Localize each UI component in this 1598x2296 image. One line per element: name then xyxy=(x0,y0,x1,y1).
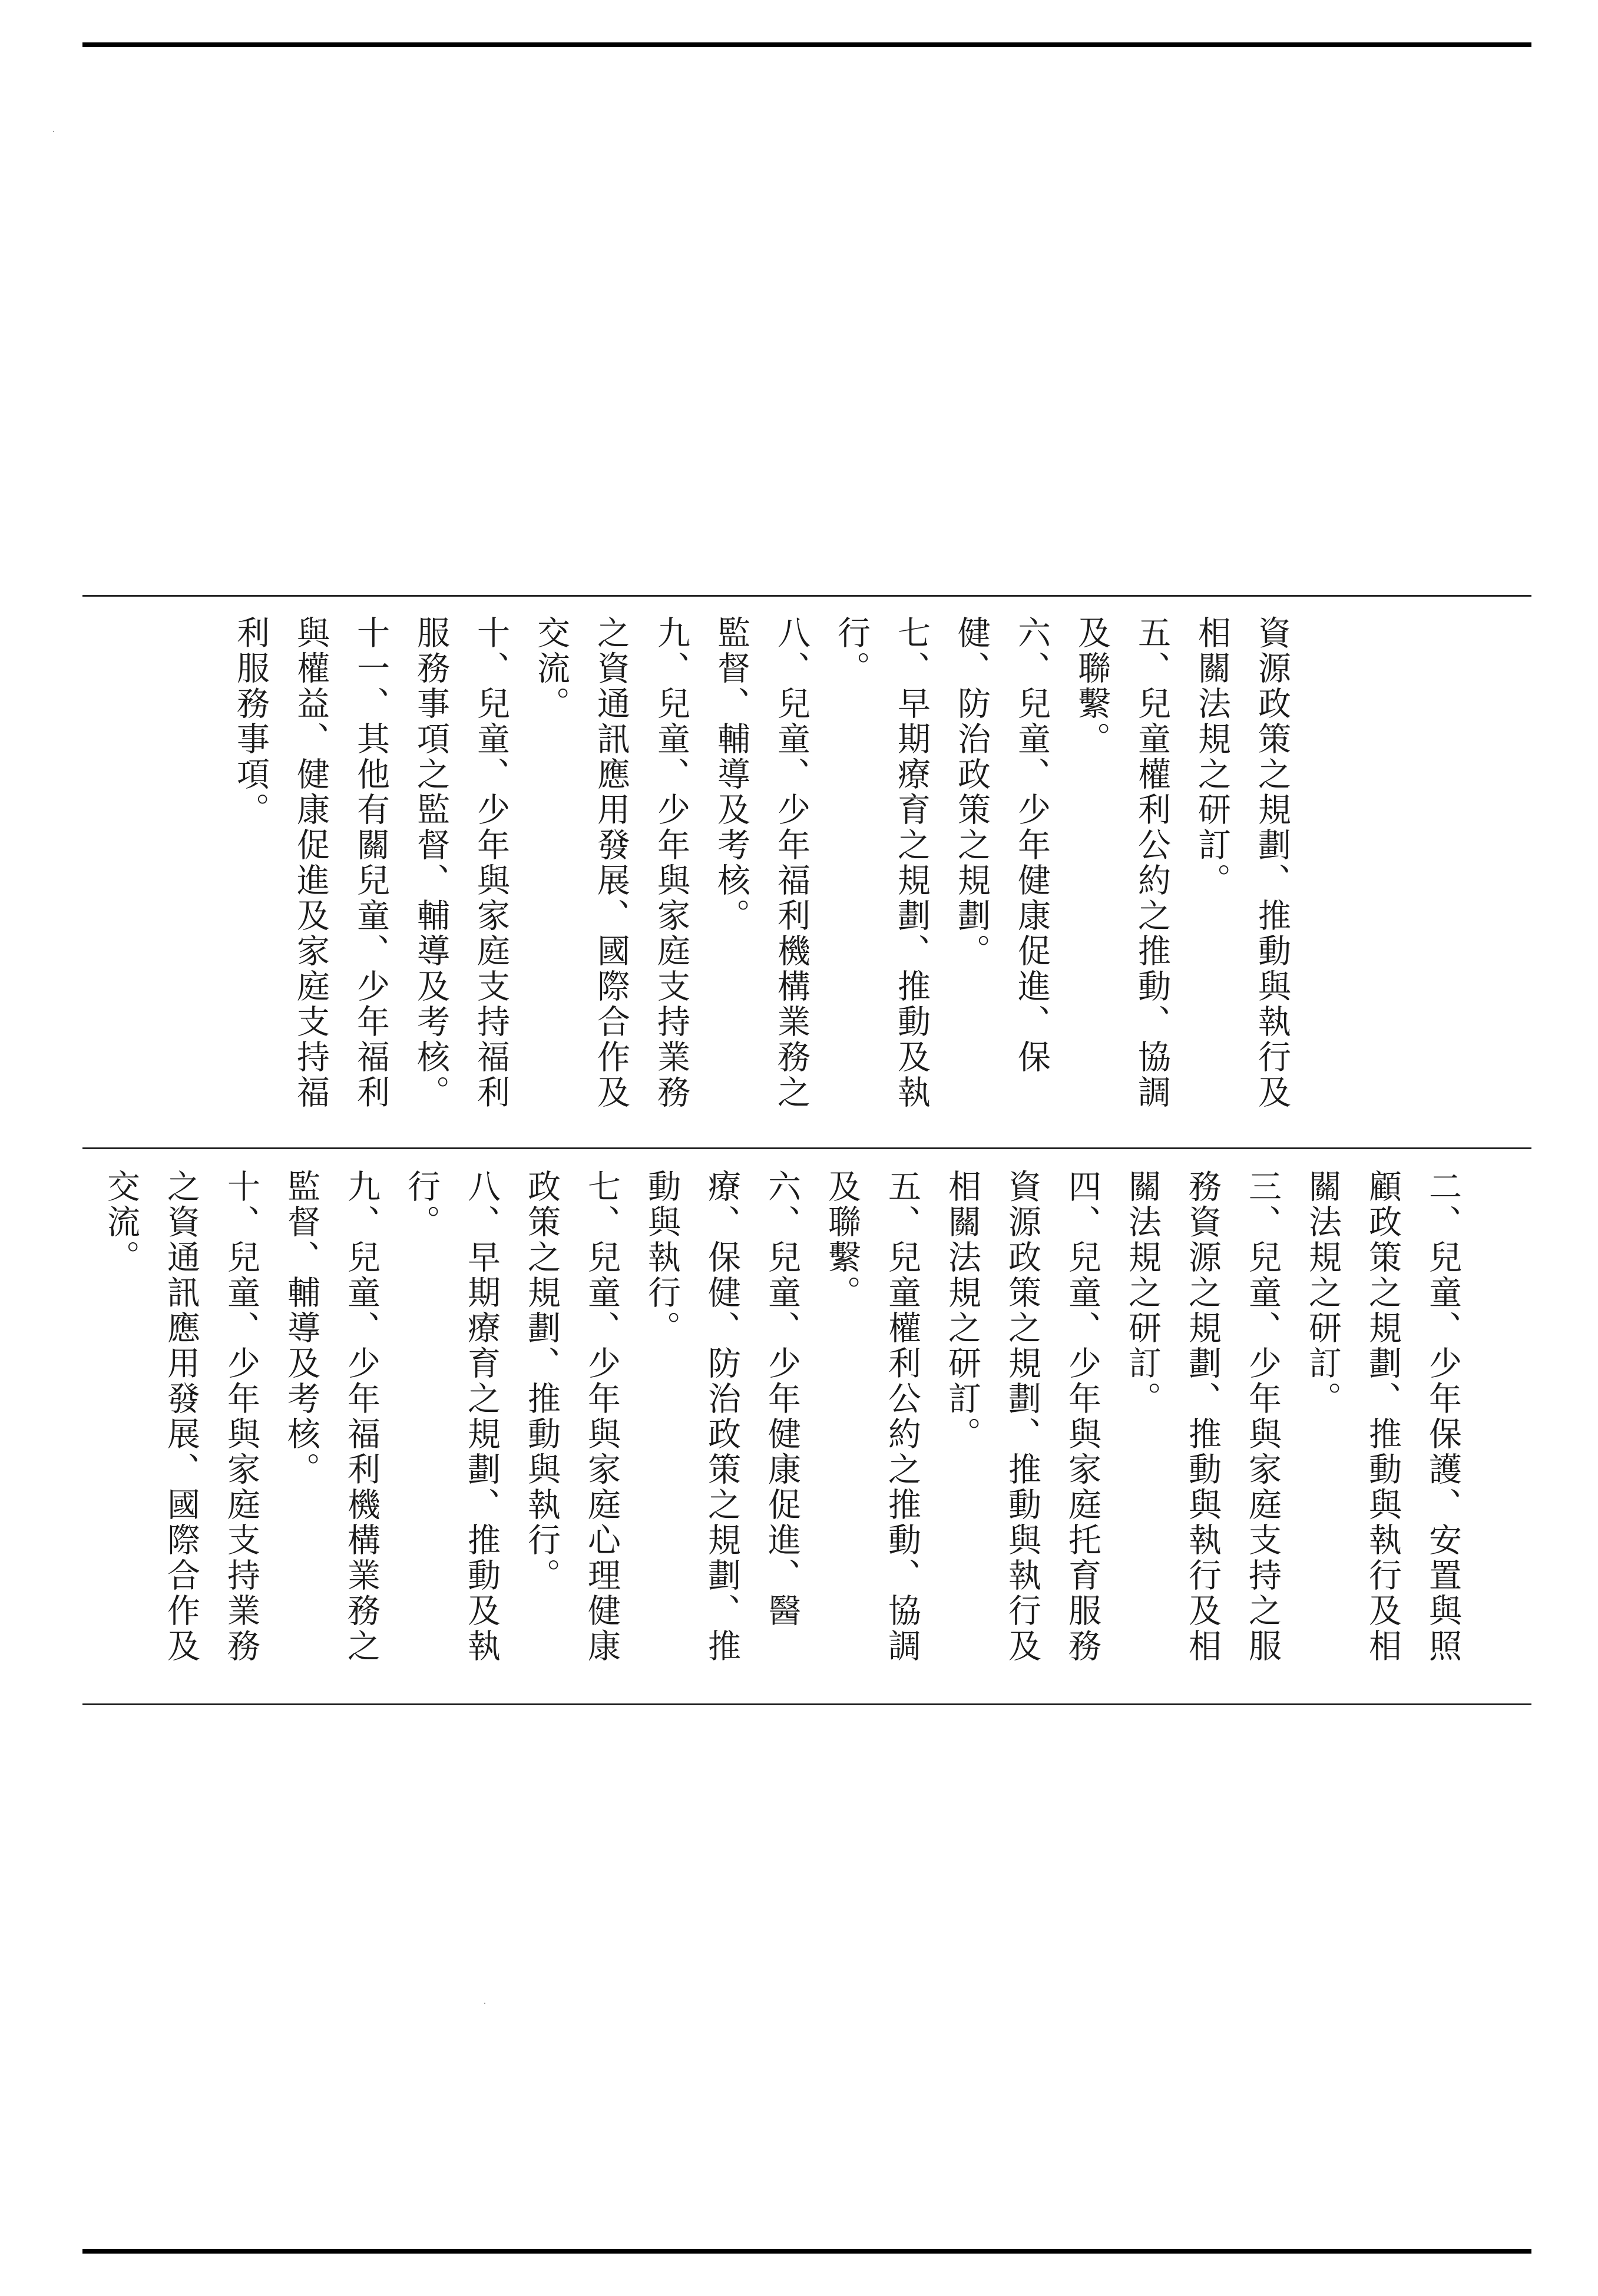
list-item: 四、兒童、少年與家庭托育服務資源政策之規劃、推動與執行及相關法規之研訂。 xyxy=(943,1169,1101,1664)
scan-speck xyxy=(53,131,54,132)
list-item: 十一、其他有關兒童、少年福利與權益、健康促進及家庭支持福利服務事項。 xyxy=(231,616,390,1110)
list-item: 資源政策之規劃、推動與執行及相關法規之研訂。 xyxy=(1193,616,1291,1110)
list-item: 二、兒童、少年保護、安置與照顧政策之規劃、推動與執行及相關法規之研訂。 xyxy=(1303,1169,1462,1664)
list-item: 六、兒童、少年健康促進、醫療、保健、防治政策之規劃、推動與執行。 xyxy=(643,1169,801,1664)
section-divider-lower xyxy=(82,1703,1531,1705)
list-item: 八、早期療育之規劃、推動及執行。 xyxy=(402,1169,501,1664)
list-item: 六、兒童、少年健康促進、保健、防治政策之規劃。 xyxy=(952,616,1051,1075)
list-item: 十、兒童、少年與家庭支持業務之資通訊應用發展、國際合作及交流。 xyxy=(102,1169,260,1664)
section-divider-middle xyxy=(82,1147,1531,1149)
list-item: 五、兒童權利公約之推動、協調及聯繫。 xyxy=(1073,616,1171,1110)
list-item: 九、兒童、少年與家庭支持業務之資通訊應用發展、國際合作及交流。 xyxy=(532,616,690,1110)
top-rule xyxy=(82,42,1531,47)
section-divider-upper xyxy=(82,595,1531,597)
list-item: 七、兒童、少年與家庭心理健康政策之規劃、推動與執行。 xyxy=(522,1169,621,1664)
list-item: 十、兒童、少年與家庭支持福利服務事項之監督、輔導及考核。 xyxy=(412,616,510,1110)
list-item: 五、兒童權利公約之推動、協調及聯繫。 xyxy=(823,1169,921,1664)
list-item: 三、兒童、少年與家庭支持之服務資源之規劃、推動與執行及相關法規之研訂。 xyxy=(1123,1169,1282,1664)
left-column-text xyxy=(94,1169,1473,1688)
list-item: 八、兒童、少年福利機構業務之監督、輔導及考核。 xyxy=(712,616,810,1110)
scan-speck xyxy=(484,2003,485,2004)
list-item: 七、早期療育之規劃、推動及執行。 xyxy=(832,616,931,1110)
bottom-rule xyxy=(82,2249,1531,2254)
list-item: 九、兒童、少年福利機構業務之監督、輔導及考核。 xyxy=(282,1169,381,1664)
right-column-text xyxy=(100,616,1302,1134)
